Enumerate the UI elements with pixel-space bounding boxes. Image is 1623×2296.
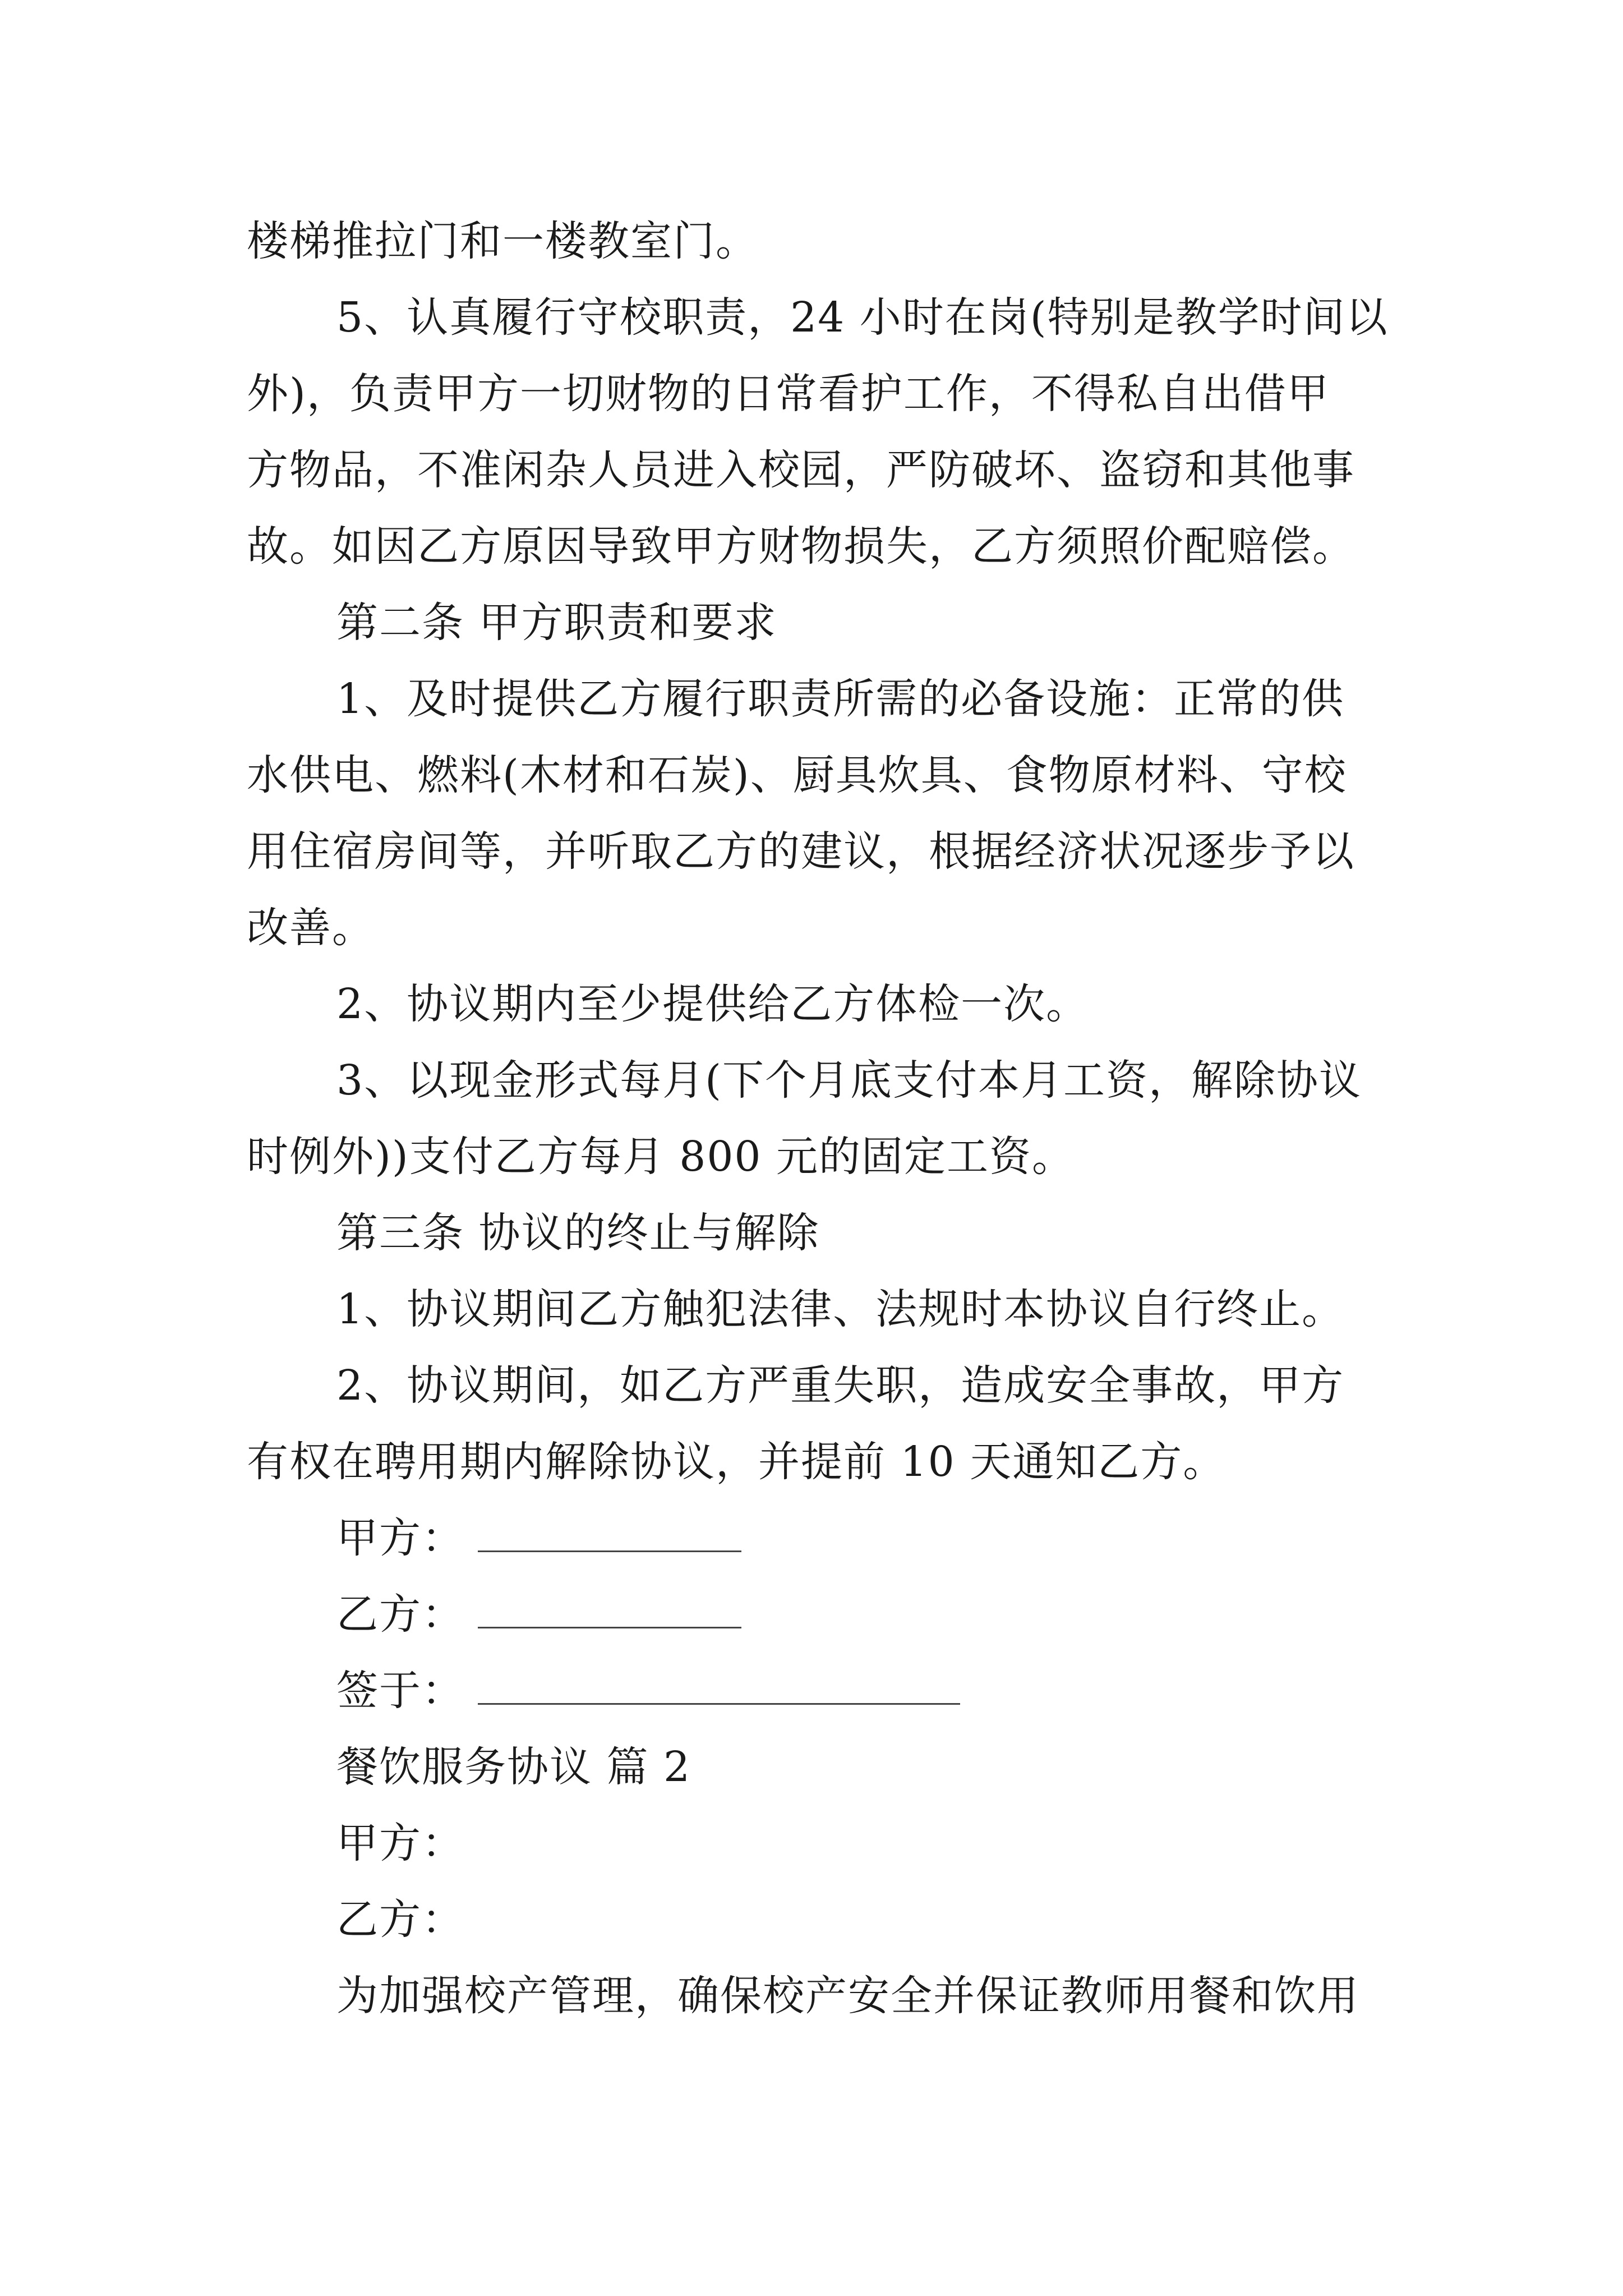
party-b-signature bbox=[336, 1586, 741, 1642]
party-a-blank-line bbox=[478, 1517, 741, 1552]
signed-at-blank-line bbox=[478, 1669, 960, 1705]
party-b-line: 乙方： bbox=[336, 1895, 464, 1944]
paragraph-line: 3、以现金形式每月(下个月底支付本月工资，解除协议 bbox=[336, 1056, 1362, 1105]
intro-paragraph-line: 为加强校产管理，确保校产安全并保证教师用餐和饮用 bbox=[336, 1972, 1359, 2020]
party-b-blank-line bbox=[478, 1593, 741, 1628]
paragraph-line: 用住宿房间等，并听取乙方的建议，根据经济状况逐步予以 bbox=[247, 827, 1355, 876]
signed-at-signature bbox=[336, 1663, 960, 1719]
paragraph-line: 水供电、燃料(木材和石炭)、厨具炊具、食物原材料、守校 bbox=[247, 751, 1347, 799]
paragraph-line: 1、协议期间乙方触犯法律、法规时本协议自行终止。 bbox=[336, 1285, 1345, 1333]
paragraph-line: 2、协议期间，如乙方严重失职，造成安全事故，甲方 bbox=[336, 1361, 1345, 1410]
party-a-label: 甲方： bbox=[336, 1514, 464, 1562]
party-a-line: 甲方： bbox=[336, 1819, 464, 1867]
section-title: 餐饮服务协议 篇 2 bbox=[336, 1743, 691, 1791]
paragraph-line: 1、及时提供乙方履行职责所需的必备设施：正常的供 bbox=[336, 675, 1345, 723]
paragraph-line: 方物品，不准闲杂人员进入校园，严防破坏、盗窃和其他事 bbox=[247, 446, 1355, 494]
paragraph-line: 时例外))支付乙方每月 800 元的固定工资。 bbox=[247, 1133, 1075, 1181]
signed-at-label: 签于： bbox=[336, 1667, 464, 1715]
paragraph-line: 楼梯推拉门和一楼教室门。 bbox=[247, 217, 758, 265]
paragraph-line: 2、协议期内至少提供给乙方体检一次。 bbox=[336, 980, 1089, 1028]
section-heading: 第二条 甲方职责和要求 bbox=[336, 599, 777, 647]
section-heading: 第三条 协议的终止与解除 bbox=[336, 1209, 820, 1257]
paragraph-line: 外)，负责甲方一切财物的日常看护工作，不得私自出借甲 bbox=[247, 370, 1330, 418]
party-b-label: 乙方： bbox=[336, 1590, 464, 1639]
paragraph-line: 改善。 bbox=[247, 904, 375, 952]
paragraph-line: 5、认真履行守校职责，24 小时在岗(特别是教学时间以 bbox=[336, 293, 1389, 342]
party-a-signature bbox=[336, 1510, 741, 1566]
paragraph-line: 有权在聘用期内解除协议，并提前 10 天通知乙方。 bbox=[247, 1438, 1226, 1486]
paragraph-line: 故。如因乙方原因导致甲方财物损失，乙方须照价配赔偿。 bbox=[247, 522, 1355, 570]
